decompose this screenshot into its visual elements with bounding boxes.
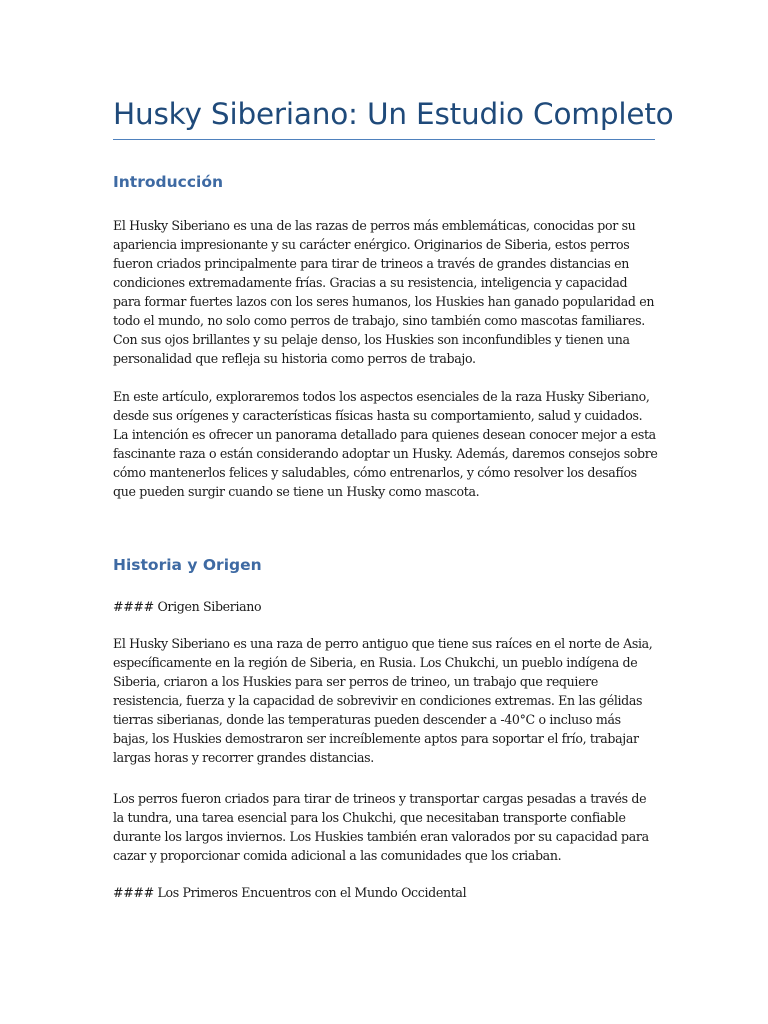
section-heading-historia-y-origen: Historia y Origen [113,556,262,574]
section-heading-introduccion: Introducción [113,173,224,191]
document-title: Husky Siberiano: Un Estudio Completo [113,97,674,131]
intro-paragraph-1: El Husky Siberiano es una de las razas de perros más emblemáticas, conocidas por su apariencia impresionante y su carácter enérgico. Originarios de Siberia, estos perros fueron criados principalmente para tirar de trineos a través de grandes distancias en condiciones extremadamente frías. Gracias a su resistencia, inteligencia y capacidad para formar fuertes lazos con los seres humanos, los Huskies han ganado popularidad en todo el mundo, no solo como perros de trabajo, sino también como mascotas familiares. Con sus ojos brillantes y su pelaje denso, los Huskies son inconfundibles y tienen una personalidad que refleja su historia como perros de trabajo. [113,218,655,366]
title-underline-rule [113,139,655,140]
subheading-origen-siberiano: #### Origen Siberiano [113,599,262,614]
historia-paragraph-2: Los perros fueron criados para tirar de trineos y transportar cargas pesadas a través de la tundra, una tarea esencial para los Chukchi, que necesitaban transporte confiable durante los largos inviernos. Los Huskies también eran valorados por su capacidad para cazar y proporcionar comida adicional a las comunidades que los criaban. [113,791,649,863]
subheading-primeros-encuentros: #### Los Primeros Encuentros con el Mundo Occidental [113,885,467,900]
intro-paragraph-2: En este artículo, exploraremos todos los aspectos esenciales de la raza Husky Siberiano, desde sus orígenes y características físicas hasta su comportamiento, salud y cuidados. La intención es ofrecer un panorama detallado para quienes desean conocer mejor a esta fascinante raza o están considerando adoptar un Husky. Además, daremos consejos sobre cómo mantenerlos felices y saludables, cómo entrenarlos, y cómo resolver los desafíos que pueden surgir cuando se tiene un Husky como mascota. [113,389,658,499]
historia-paragraph-1: El Husky Siberiano es una raza de perro antiguo que tiene sus raíces en el norte de Asia, específicamente en la región de Siberia, en Rusia. Los Chukchi, un pueblo indígena de Siberia, criaron a los Huskies para ser perros de trineo, un trabajo que requiere resistencia, fuerza y la capacidad de sobrevivir en condiciones extremas. En las gélidas tierras siberianas, donde las temperaturas pueden descender a -40°C o incluso más bajas, los Huskies demostraron ser increíblemente aptos para soportar el frío, trabajar largas horas y recorrer grandes distancias. [113,636,653,765]
